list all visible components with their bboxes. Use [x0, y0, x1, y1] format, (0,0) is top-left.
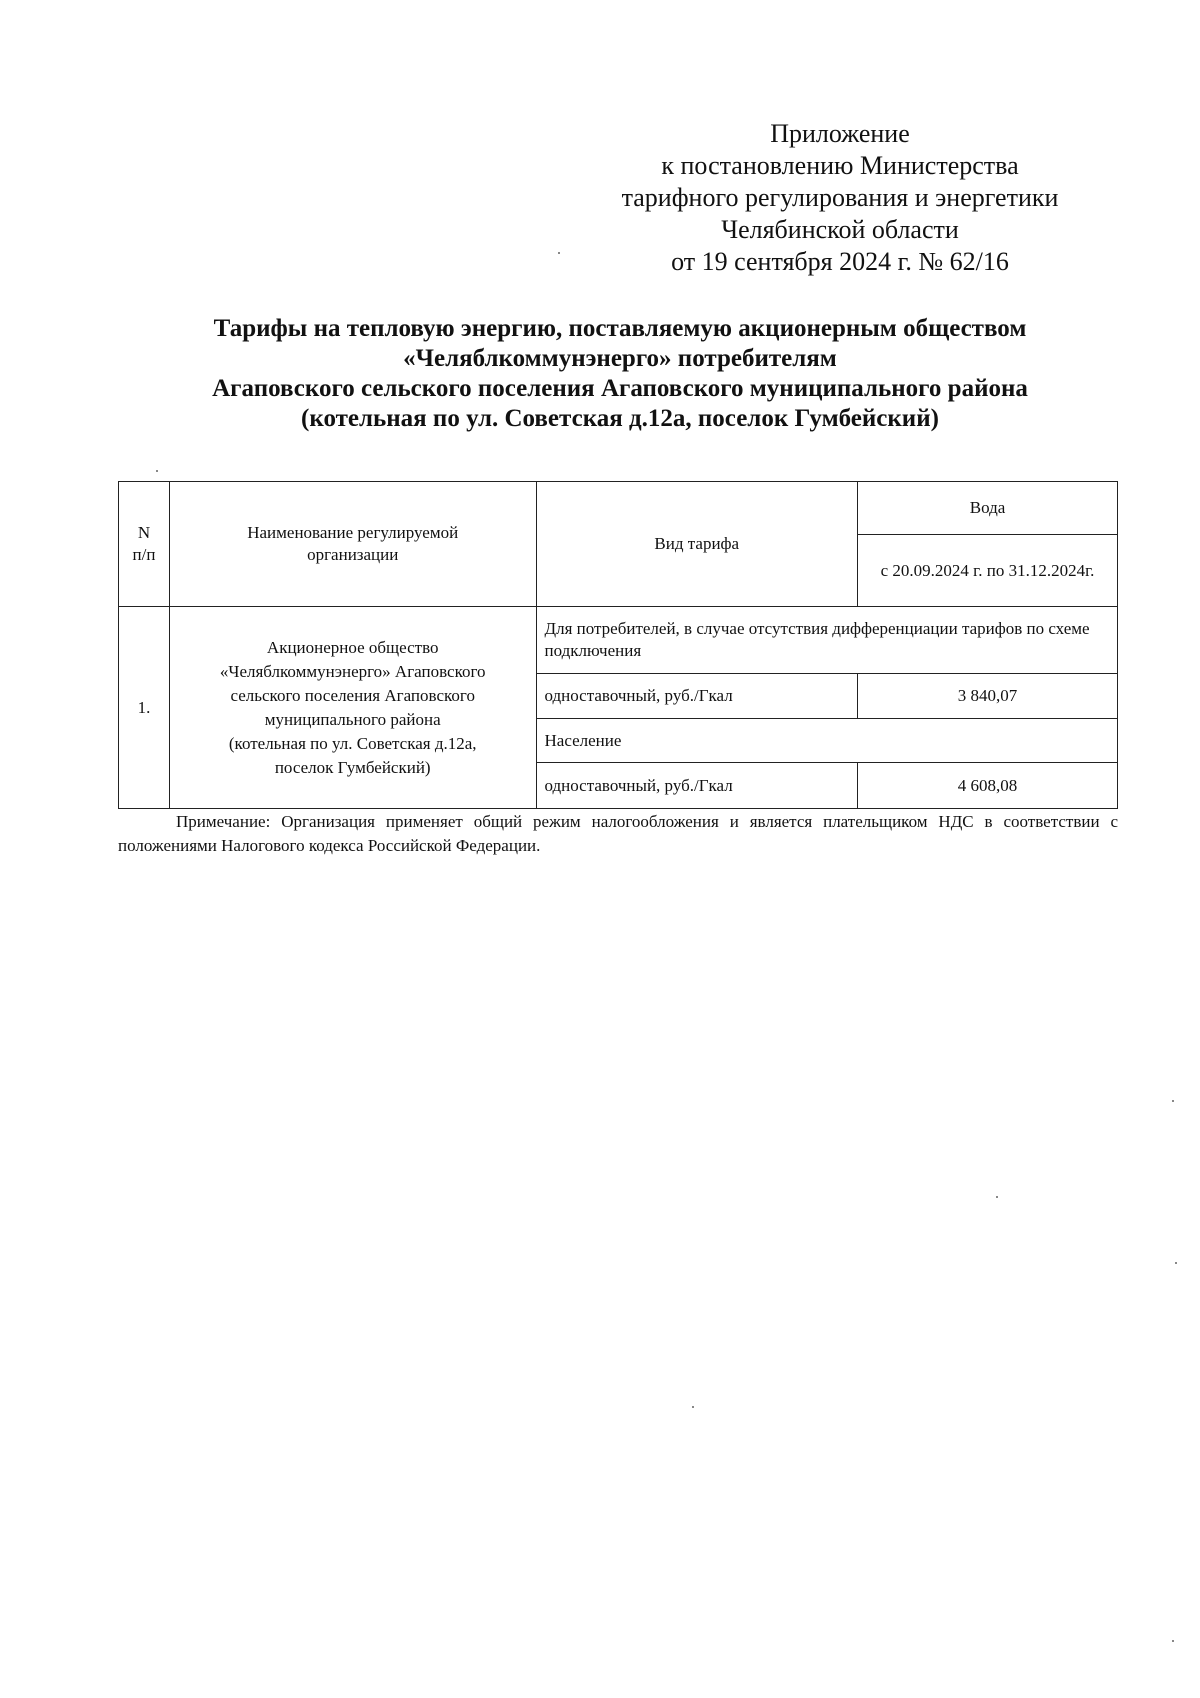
header-period-cell: с 20.09.2024 г. по 31.12.2024г.: [858, 535, 1118, 607]
tariff-type-cell: одноставочный, руб./Гкал: [536, 674, 858, 719]
consumer-group-cell: Население: [536, 719, 1118, 763]
header-tariff-type-cell: Вид тарифа: [536, 482, 858, 607]
table-header-row: [119, 482, 1118, 535]
appendix-line: тарифного регулирования и энергетики: [621, 183, 1059, 212]
row-number-cell: 1.: [119, 607, 170, 809]
scan-speck: [1175, 1262, 1177, 1264]
title-line: Агаповского сельского поселения Агаповского муниципального района: [212, 375, 1028, 402]
appendix-line: к постановлению Министерства: [661, 151, 1019, 180]
title-line: «Челяблкоммунэнерго» потребителям: [403, 345, 837, 372]
appendix-line: Приложение: [770, 119, 910, 148]
title-line: (котельная по ул. Советская д.12а, поселок Гумбейский): [301, 405, 939, 432]
tariff-type-cell: одноставочный, руб./Гкал: [536, 763, 858, 809]
appendix-header: [560, 118, 1120, 278]
tariff-table: [118, 481, 1118, 809]
tariff-value-cell: 4 608,08: [858, 763, 1118, 809]
scan-speck: [1172, 1640, 1174, 1642]
scan-speck: [1172, 1100, 1174, 1102]
scan-speck: [156, 470, 158, 472]
table-row: [119, 607, 1118, 674]
header-medium-cell: Вода: [858, 482, 1118, 535]
tariff-value-cell: 3 840,07: [858, 674, 1118, 719]
appendix-line: Челябинской области: [721, 215, 959, 244]
appendix-date-line: от 19 сентября 2024 г. № 62/16: [671, 247, 1009, 276]
note-paragraph: Примечание: Организация применяет общий режим налогообложения и является плательщиком НДС в соответствии с положениями Налогового кодекса Российской Федерации.: [118, 812, 1118, 855]
header-organization-cell: Наименование регулируемой организации: [169, 482, 536, 607]
header-number-cell: N п/п: [119, 482, 170, 607]
title-line: Тарифы на тепловую энергию, поставляемую акционерным обществом: [213, 315, 1027, 342]
consumer-group-cell: Для потребителей, в случае отсутствия дифференциации тарифов по схеме подключения: [536, 607, 1118, 674]
row-organization-cell: Акционерное общество «Челяблкоммунэнерго» Агаповского сельского поселения Агаповского муниципального района (котельная по ул. Советская д.12а, поселок Гумбейский): [169, 607, 536, 809]
scan-speck: [558, 252, 560, 254]
scan-speck: [692, 1406, 694, 1408]
scan-speck: [996, 1196, 998, 1198]
document-title: [120, 314, 1120, 434]
